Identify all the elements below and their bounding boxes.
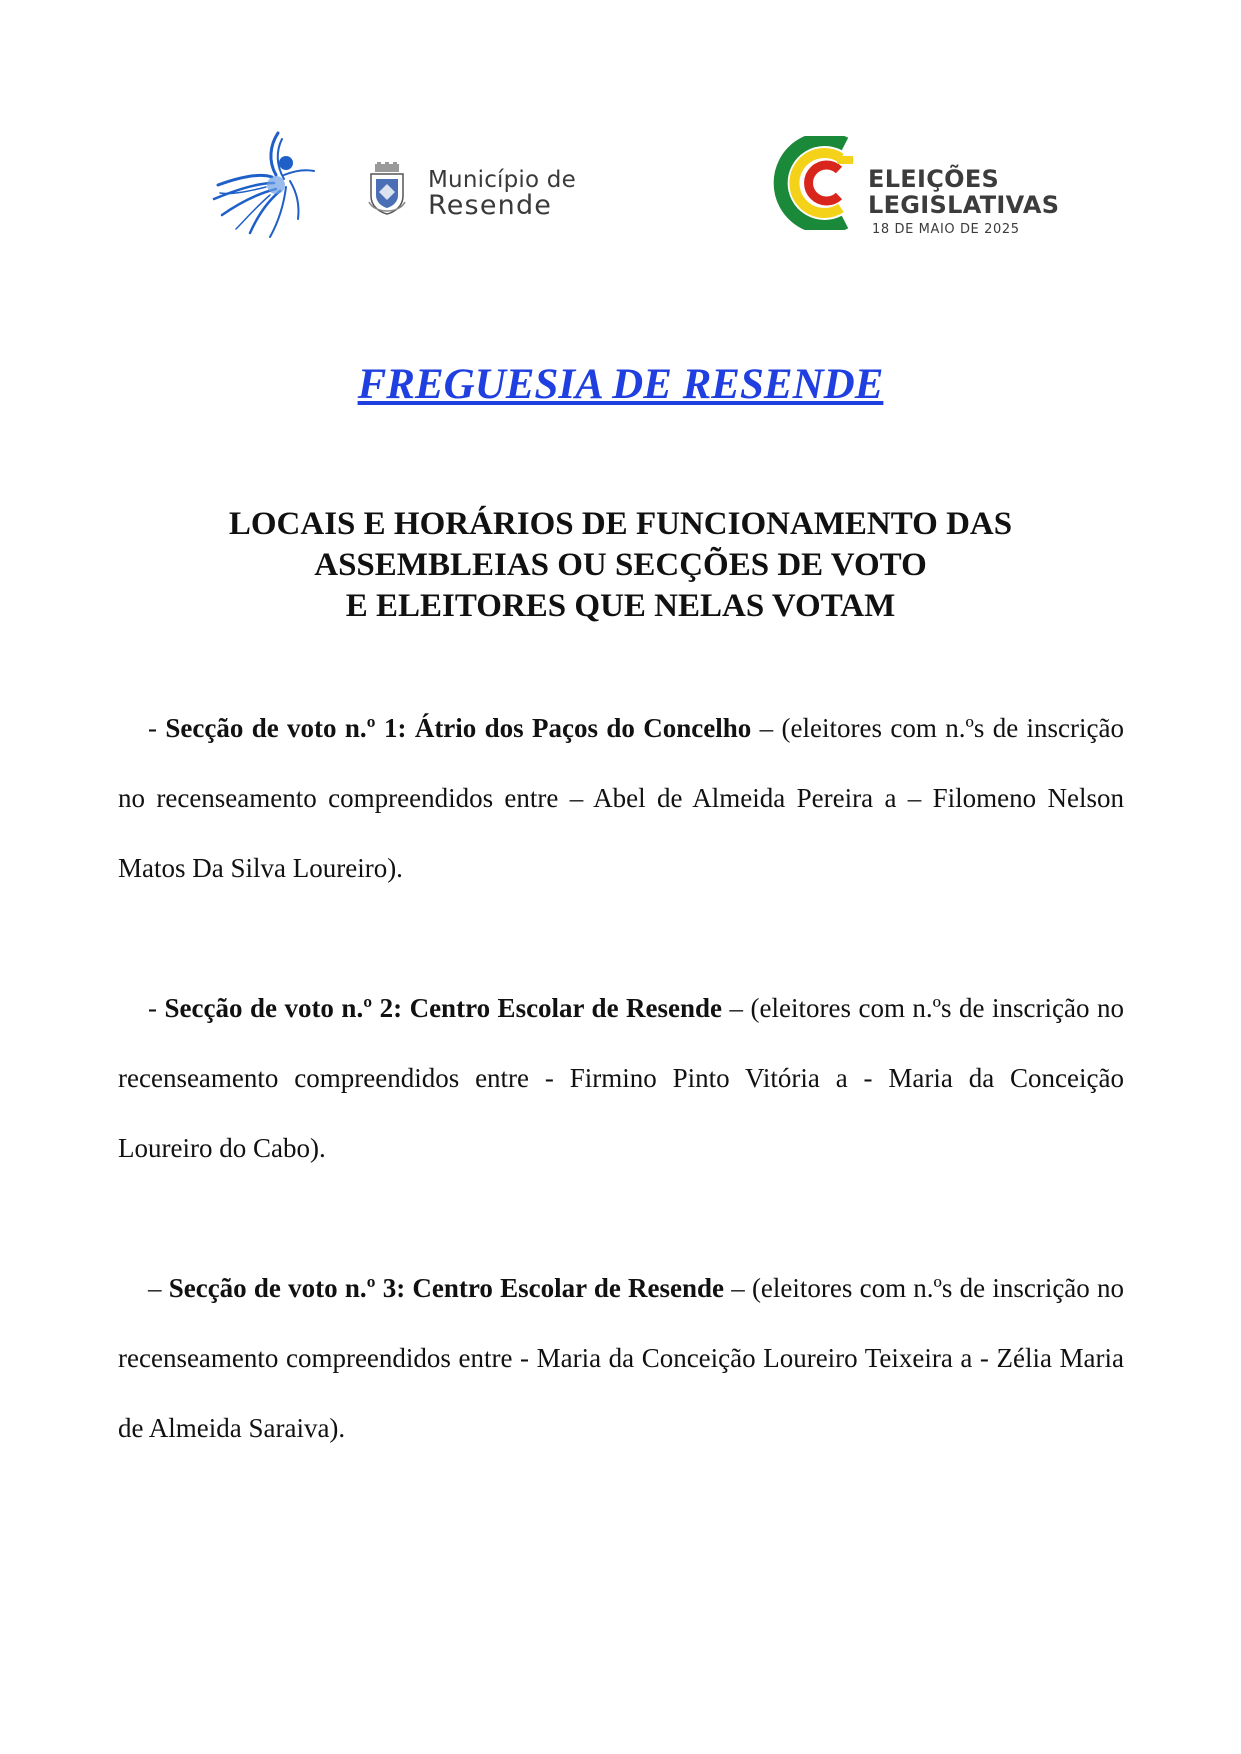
section-prefix: – (148, 1273, 169, 1303)
section-prefix: - (148, 993, 165, 1023)
voting-section-2 (118, 973, 1124, 1183)
heading-line-2: ASSEMBLEIAS OU SECÇÕES DE VOTO (314, 547, 927, 583)
heading-line-1: LOCAIS E HORÁRIOS DE FUNCIONAMENTO DAS (228, 506, 1013, 542)
section-text: – (eleitores com n.ºs de inscrição no recenseamento compreendidos entre - Maria da Conceição Loureiro Teixeira a - Zélia Maria de Almeida Saraiva). (118, 1273, 1124, 1443)
section-text: – (eleitores com n.ºs de inscrição no recenseamento compreendidos entre – Abel de Almeida Pereira a – Filomeno Nelson Matos Da Silva Loureiro). (118, 713, 1124, 883)
section-text: – (eleitores com n.ºs de inscrição no recenseamento compreendidos entre - Firmino Pinto Vitória a - Maria da Conceição Loureiro do Cabo). (118, 993, 1124, 1163)
voting-section-3 (118, 1253, 1124, 1463)
section-label: Secção de voto n.º 3: Centro Escolar de Resende (168, 1273, 725, 1303)
election-date: 18 DE MAIO DE 2025 (872, 222, 1020, 237)
municipio-line2: Resende (428, 190, 553, 222)
resende-bird-logo (210, 125, 320, 245)
section-prefix: - (148, 713, 166, 743)
eleicoes-legislativas-logo (773, 136, 865, 230)
eleicoes-logo-text (868, 166, 1059, 237)
section-label: Secção de voto n.º 2: Centro Escolar de Resende (164, 993, 723, 1023)
heading-line-3: E ELEITORES QUE NELAS VOTAM (345, 588, 896, 624)
eleicoes-title: ELEIÇÕES (868, 165, 1000, 193)
municipio-line1: Município de (428, 167, 576, 193)
document-heading (0, 504, 1241, 627)
section-label: Secção de voto n.º 1: Átrio dos Paços do Concelho (165, 713, 752, 743)
page-title: FREGUESIA DE RESENDE (357, 361, 884, 408)
legislativas-title: LEGISLATIVAS (868, 191, 1060, 219)
voting-section-1 (118, 693, 1124, 903)
resende-coat-of-arms (365, 162, 409, 218)
municipio-logo-text (428, 168, 576, 220)
